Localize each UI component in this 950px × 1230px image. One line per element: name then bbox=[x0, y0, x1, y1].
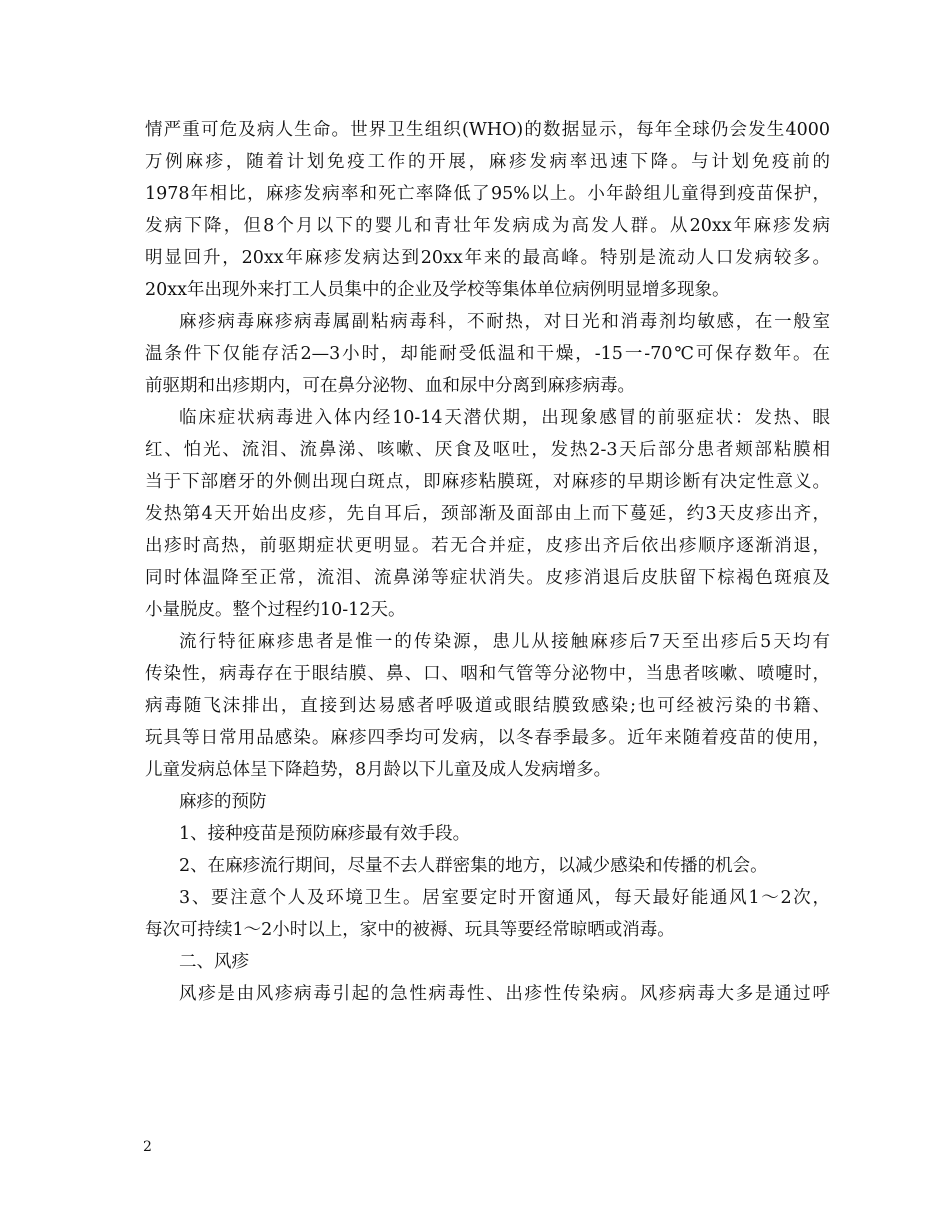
text-line: 玩具等日常用品感染。麻疹四季均可发病，以冬春季最多。近年来随着疫苗的使用， bbox=[145, 728, 830, 748]
text-line: 小量脱皮。整个过程约10-12天。 bbox=[145, 600, 406, 620]
text-line: 风疹是由风疹病毒引起的急性病毒性、出疹性传染病。风疹病毒大多是通过呼 bbox=[179, 984, 830, 1004]
page-number: 2 bbox=[143, 1139, 152, 1155]
text-line: 1978年相比，麻疹发病率和死亡率降低了95%以上。小年龄组儿童得到疫苗保护， bbox=[145, 184, 830, 204]
text-line: 出疹时高热，前驱期症状更明显。若无合并症，皮疹出齐后依出疹顺序逐渐消退， bbox=[145, 536, 830, 556]
text-line: 同时体温降至正常，流泪、流鼻涕等症状消失。皮疹消退后皮肤留下棕褐色斑痕及 bbox=[145, 568, 830, 588]
text-line: 红、怕光、流泪、流鼻涕、咳嗽、厌食及呕吐，发热2-3天后部分患者颊部粘膜相 bbox=[145, 440, 830, 460]
text-line: 病毒随飞沫排出，直接到达易感者呼吸道或眼结膜致感染;也可经被污染的书籍、 bbox=[145, 696, 830, 716]
text-line: 二、风疹 bbox=[179, 952, 249, 972]
text-line: 当于下部磨牙的外侧出现白斑点，即麻疹粘膜斑，对麻疹的早期诊断有决定性意义。 bbox=[145, 472, 830, 492]
text-line: 3、要注意个人及环境卫生。居室要定时开窗通风，每天最好能通风1～2次， bbox=[179, 888, 830, 908]
text-line: 每次可持续1～2小时以上，家中的被褥、玩具等要经常晾晒或消毒。 bbox=[145, 920, 675, 940]
text-line: 临床症状病毒进入体内经10-14天潜伏期，出现象感冒的前驱症状：发热、眼 bbox=[179, 408, 830, 428]
text-line: 1、接种疫苗是预防麻疹最有效手段。 bbox=[179, 824, 471, 844]
text-line: 发病下降，但8个月以下的婴儿和青壮年发病成为高发人群。从20xx年麻疹发病 bbox=[145, 216, 830, 236]
text-line: 20xx年出现外来打工人员集中的企业及学校等集体单位病例明显增多现象。 bbox=[145, 280, 730, 300]
text-line: 发热第4天开始出皮疹，先自耳后，颈部渐及面部由上而下蔓延，约3天皮疹出齐， bbox=[145, 504, 830, 524]
text-line: 2、在麻疹流行期间，尽量不去人群密集的地方，以减少感染和传播的机会。 bbox=[179, 856, 768, 876]
text-line: 明显回升，20xx年麻疹发病达到20xx年来的最高峰。特别是流动人口发病较多。 bbox=[145, 248, 830, 268]
text-line: 麻疹的预防 bbox=[179, 792, 267, 812]
text-line: 传染性，病毒存在于眼结膜、鼻、口、咽和气管等分泌物中，当患者咳嗽、喷嚏时， bbox=[145, 664, 830, 684]
text-line: 前驱期和出疹期内，可在鼻分泌物、血和尿中分离到麻疹病毒。 bbox=[145, 376, 635, 396]
text-line: 麻疹病毒麻疹病毒属副粘病毒科，不耐热，对日光和消毒剂均敏感，在一般室 bbox=[179, 312, 830, 332]
text-line: 情严重可危及病人生命。世界卫生组织(WHO)的数据显示，每年全球仍会发生4000 bbox=[145, 120, 830, 140]
text-line: 儿童发病总体呈下降趋势，8月龄以下儿童及成人发病增多。 bbox=[145, 760, 612, 780]
text-line: 流行特征麻疹患者是惟一的传染源，患儿从接触麻疹后7天至出疹后5天均有 bbox=[179, 632, 830, 652]
document-body bbox=[145, 114, 830, 1010]
text-line: 温条件下仅能存活2—3小时，却能耐受低温和干燥，-15一-70℃可保存数年。在 bbox=[145, 344, 830, 364]
text-line: 万例麻疹，随着计划免疫工作的开展，麻疹发病率迅速下降。与计划免疫前的 bbox=[145, 152, 830, 172]
